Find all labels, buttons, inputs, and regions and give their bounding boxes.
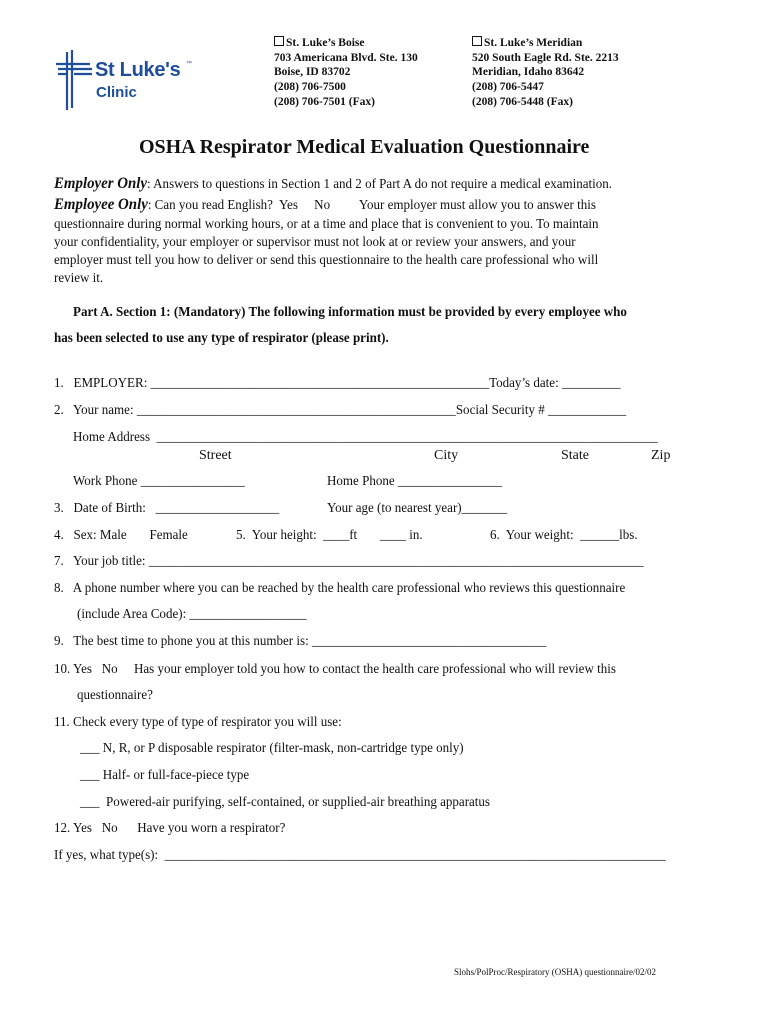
q8-phone-field[interactable]: (include Area Code): __________________ <box>77 607 307 622</box>
logo-sub: Clinic <box>96 84 137 101</box>
meridian-phone: (208) 706-5447 <box>472 81 544 94</box>
q4-sex-field[interactable]: 4. Sex: Male Female <box>54 528 188 543</box>
q11-option-facepiece[interactable]: ___ Half- or full-face-piece type <box>80 768 250 783</box>
part-a-heading-1: Part A. Section 1: (Mandatory) The following information must be provided by every employee who <box>73 305 627 320</box>
employee-label: Employee Only <box>54 196 148 213</box>
employee-text: : Can you read English? Yes No Your employer must allow you to answer this <box>147 198 596 213</box>
address-meridian <box>472 36 619 110</box>
q7-job-title-field[interactable]: 7. Your job title: ____________________________________________________________________________ <box>54 554 644 569</box>
employer-text: : Answers to questions in Section 1 and 2 of Part A do not require a medical examination. <box>147 177 613 192</box>
meridian-name-row[interactable] <box>472 36 619 51</box>
q8-phone-question: 8. A phone number where you can be reached by the health care professional who reviews this questionnaire <box>54 581 626 596</box>
q10-continued: questionnaire? <box>77 688 153 703</box>
label-street: Street <box>199 448 232 463</box>
boise-name-row[interactable] <box>274 36 418 51</box>
boise-phone: (208) 706-7500 <box>274 81 346 94</box>
meridian-city: Meridian, Idaho 83642 <box>472 66 585 79</box>
boise-city: Boise, ID 83702 <box>274 66 351 79</box>
home-address-field[interactable]: Home Address _____________________________________________________________________________ <box>73 430 658 445</box>
q12-worn-respirator[interactable]: 12. Yes No Have you worn a respirator? <box>54 821 286 836</box>
cross-logo-icon <box>54 50 94 112</box>
address-boise <box>274 36 418 110</box>
q2-name-field[interactable]: 2. Your name: _________________________________________________Social Security # ____________ <box>54 403 627 418</box>
q10-contact-question[interactable]: 10. Yes No Has your employer told you how to contact the health care professional who will review this <box>54 662 616 677</box>
intro-line-5: review it. <box>54 271 104 286</box>
meridian-checkbox[interactable] <box>472 36 482 46</box>
meridian-name: St. Luke’s Meridian <box>484 37 583 49</box>
part-a-heading-2: has been selected to use any type of respirator (please print). <box>54 331 389 346</box>
q3-dob-field[interactable]: 3. Date of Birth: ___________________ <box>54 501 280 516</box>
q11-option-powered-air[interactable]: ___ Powered-air purifying, self-contained, or supplied-air breathing apparatus <box>80 795 490 810</box>
intro-line-4: employer must tell you how to deliver or send this questionnaire to the health care professional who will <box>54 253 599 268</box>
logo-trademark: ™ <box>186 61 192 67</box>
employee-line <box>54 196 654 216</box>
label-zip: Zip <box>651 448 671 463</box>
work-phone-field[interactable]: Work Phone ________________ <box>73 474 245 489</box>
q11-respirator-type: 11. Check every type of type of respirator you will use: <box>54 715 342 730</box>
intro-line-3: your confidentiality, your employer or supervisor must not look at or review your answers, and your <box>54 235 576 250</box>
intro-line-2: questionnaire during normal working hours, or at a time and place that is convenient to you. To maintain <box>54 217 599 232</box>
intro-block <box>54 175 654 288</box>
home-phone-field[interactable]: Home Phone ________________ <box>327 474 503 489</box>
q12-type-field[interactable]: If yes, what type(s): _____________________________________________________________________________ <box>54 848 666 863</box>
meridian-street: 520 South Eagle Rd. Ste. 2213 <box>472 51 619 64</box>
q5-height-field[interactable]: 5. Your height: ____ft ____ in. <box>236 528 423 543</box>
q3-age-field[interactable]: Your age (to nearest year)_______ <box>327 501 508 516</box>
q1-employer-field[interactable]: 1. EMPLOYER: ____________________________________________________Today’s date: _________ <box>54 376 621 391</box>
label-state: State <box>561 448 589 463</box>
q11-option-disposable[interactable]: ___ N, R, or P disposable respirator (filter-mask, non-cartridge type only) <box>80 741 464 756</box>
boise-checkbox[interactable] <box>274 36 284 46</box>
employer-label: Employer Only <box>54 175 147 192</box>
logo-brand: St Luke's <box>95 59 181 81</box>
boise-fax: (208) 706-7501 (Fax) <box>274 95 375 108</box>
q9-best-time-field[interactable]: 9. The best time to phone you at this number is: ____________________________________ <box>54 634 547 649</box>
meridian-fax: (208) 706-5448 (Fax) <box>472 95 573 108</box>
boise-street: 703 Americana Blvd. Ste. 130 <box>274 51 418 64</box>
employer-line <box>54 175 654 196</box>
footer-reference: Slohs/PolProc/Respiratory (OSHA) questionnaire/02/02 <box>454 967 656 977</box>
page-title: OSHA Respirator Medical Evaluation Questionnaire <box>139 136 590 158</box>
label-city: City <box>434 448 459 463</box>
clinic-logo <box>54 50 199 112</box>
q6-weight-field[interactable]: 6. Your weight: ______lbs. <box>490 528 638 543</box>
boise-name: St. Luke’s Boise <box>286 37 365 49</box>
